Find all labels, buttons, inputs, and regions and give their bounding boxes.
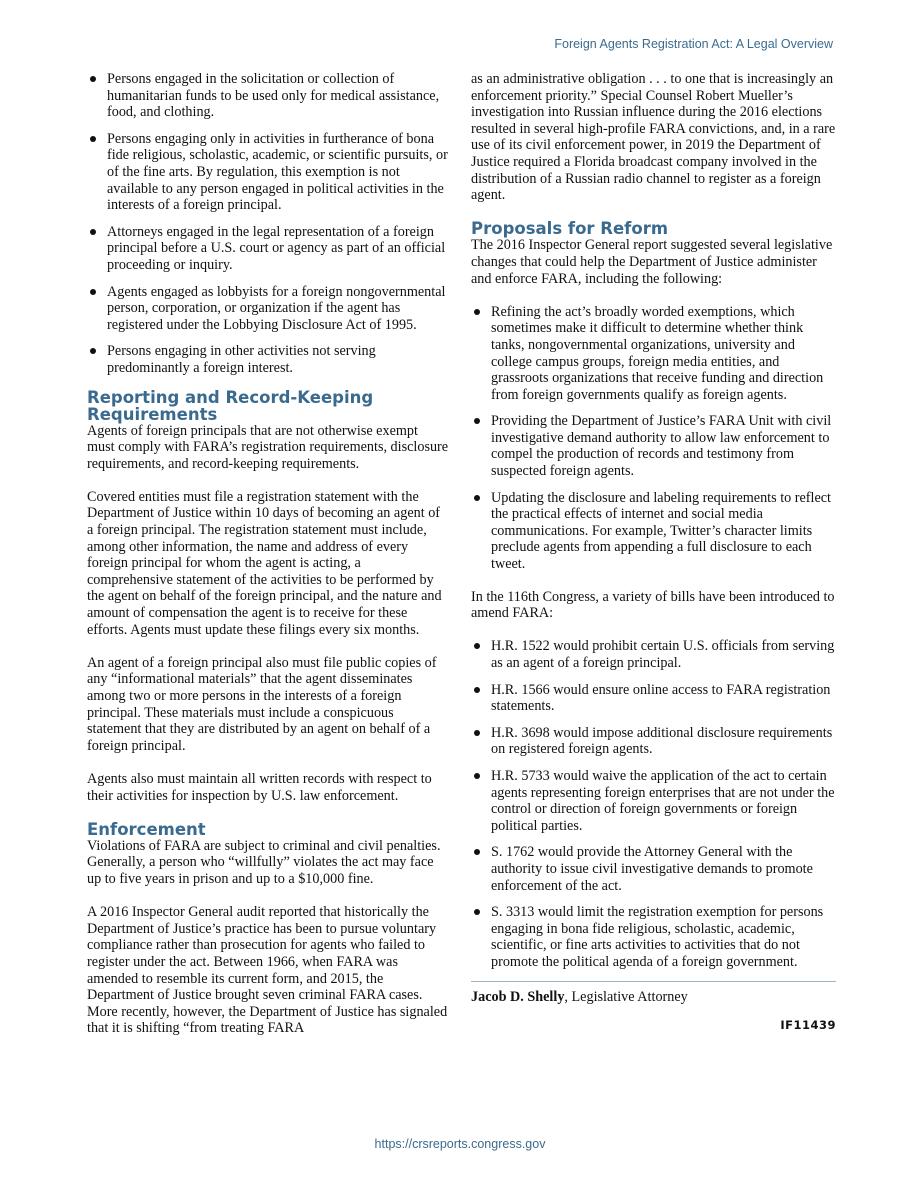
document-id: IF11439	[780, 1018, 836, 1033]
divider	[471, 981, 836, 982]
section-heading-enforcement: Enforcement	[87, 819, 206, 839]
paragraph: Agents also must maintain all written records with respect to their activities for inspection by U.S. law enforcement.	[87, 770, 432, 804]
list-item: Agents engaged as lobbyists for a foreign nongovernmental person, corporation, or organization if the agent has registered under the Lobbying Disclosure Act of 1995.	[87, 284, 449, 334]
author-name: Jacob D. Shelly	[471, 988, 565, 1005]
bill-list	[471, 638, 836, 970]
author-title: , Legislative Attorney	[564, 988, 688, 1005]
running-header: Foreign Agents Registration Act: A Legal Overview	[554, 37, 833, 51]
paragraph: In the 116th Congress, a variety of bills have been introduced to amend FARA:	[471, 588, 835, 622]
paragraph: as an administrative obligation . . . to one that is increasingly an enforcement priority.” Special Counsel Robert Mueller’s investigation into Russian influence during the 2016 elections resulted in several high-profile FARA convictions, and, in a rare use of its civil enforcement power, in 2019 the Department of Justice required a Florida broadcast company involved in the distribution of a Russian radio channel to register as a foreign agent.	[471, 71, 836, 204]
list-item: H.R. 1566 would ensure online access to FARA registration statements.	[471, 682, 836, 715]
right-column	[471, 71, 836, 1034]
left-column	[87, 71, 449, 1053]
paragraph: Agents of foreign principals that are not otherwise exempt must comply with FARA’s registration requirements, disclosure requirements, and record-keeping requirements.	[87, 422, 449, 472]
section-heading-proposals: Proposals for Reform	[471, 219, 669, 239]
list-item: S. 3313 would limit the registration exemption for persons engaging in bona fide religious, scholastic, academic, scientific, or fine arts activities to activities that do not promote the political agenda of a foreign government.	[471, 904, 836, 970]
list-item: S. 1762 would provide the Attorney General with the authority to issue civil investigative demands to promote enforcement of the act.	[471, 844, 836, 894]
list-item: Providing the Department of Justice’s FARA Unit with civil investigative demand authority to allow law enforcement to compel the production of records and testimony from suspected foreign agents.	[471, 413, 836, 479]
list-item: Refining the act’s broadly worded exemptions, which sometimes make it difficult to determine whether think tanks, nongovernmental organizations, university and college campus groups, foreign media entities, and grassroots organizations that receive funding and direction from foreign governments qualify as foreign agents.	[471, 304, 836, 404]
list-item: Persons engaging in other activities not serving predominantly a foreign interest.	[87, 343, 449, 376]
list-item: Persons engaged in the solicitation or collection of humanitarian funds to be used only for medical assistance, food, and clothing.	[87, 71, 449, 121]
author-line	[471, 989, 836, 1006]
list-item: Updating the disclosure and labeling requirements to reflect the practical effects of internet and social media communications. For example, Twitter’s character limits preclude agents from appending a full disclosure to each tweet.	[471, 490, 836, 573]
reform-list	[471, 304, 836, 573]
paragraph: Violations of FARA are subject to criminal and civil penalties. Generally, a person who “willfully” violates the act may face up to five years in prison and up to a $10,000 fine.	[87, 837, 441, 887]
list-item: H.R. 1522 would prohibit certain U.S. officials from serving as an agent of a foreign principal.	[471, 638, 836, 671]
list-item: Persons engaging only in activities in furtherance of bona fide religious, scholastic, academic, or scientific pursuits, or of the fine arts. By regulation, this exemption is not available to any person engaged in political activities in the interests of a foreign principal.	[87, 131, 449, 214]
footer-url[interactable]: https://crsreports.congress.gov	[374, 1137, 546, 1151]
list-item: H.R. 3698 would impose additional disclosure requirements on registered foreign agents.	[471, 725, 836, 758]
exemption-list	[87, 71, 449, 377]
section-heading-reporting: Reporting and Record-Keeping Requirements	[87, 387, 374, 424]
list-item: H.R. 5733 would waive the application of the act to certain agents representing foreign enterprises that are not under the control or direction of foreign governments or foreign political parties.	[471, 768, 836, 834]
paragraph: A 2016 Inspector General audit reported that historically the Department of Justice’s practice has been to pursue voluntary compliance rather than prosecution for agents who failed to register under the act. Between 1966, when FARA was amended to resemble its current form, and 2015, the Department of Justice brought seven criminal FARA cases. More recently, however, the Department of Justice has signaled that it is shifting “from treating FARA	[87, 904, 448, 1037]
paragraph: An agent of a foreign principal also must file public copies of any “informational materials” that the agent disseminates among two or more persons in the interests of a foreign principal. These materials must include a conspicuous statement that they are distributed by an agent on behalf of a foreign principal.	[87, 654, 437, 754]
paragraph: The 2016 Inspector General report suggested several legislative changes that could help the Department of Justice administer and enforce FARA, including the following:	[471, 237, 833, 287]
paragraph: Covered entities must file a registration statement with the Department of Justice within 10 days of becoming an agent of a foreign principal. The registration statement must include, among other information, the name and address of every foreign principal for whom the agent is acting, a comprehensive statement of the activities to be performed by the agent on behalf of the foreign principal, and the nature and amount of compensation the agent is to receive for these efforts. Agents must update these filings every six months.	[87, 488, 442, 638]
list-item: Attorneys engaged in the legal representation of a foreign principal before a U.S. court or agency as part of an official proceeding or inquiry.	[87, 224, 449, 274]
